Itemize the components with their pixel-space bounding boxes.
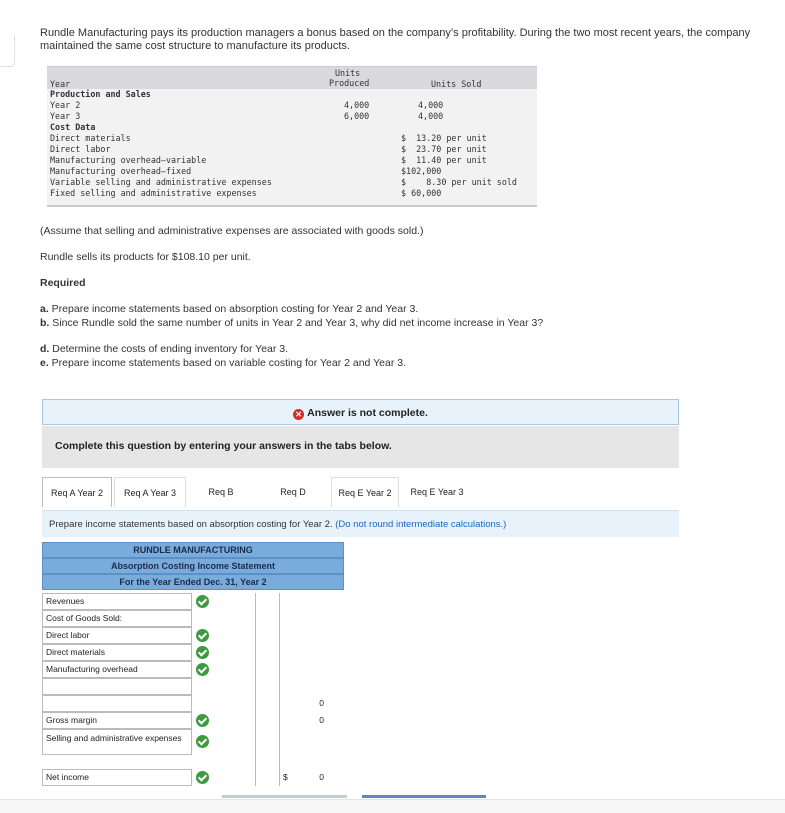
row-gross-margin <box>42 712 344 729</box>
direct-labor-label[interactable]: Direct labor <box>42 627 192 644</box>
direct-labor-check-cell <box>192 627 255 644</box>
net-income-label[interactable]: Net income <box>42 769 192 786</box>
item-text: Since Rundle sold the same number of units in Year 2 and Year 3, why did net income increase in Year 3? <box>49 317 544 329</box>
item-letter: d. <box>40 343 50 355</box>
check-icon <box>196 714 209 727</box>
section-production: Production and Sales <box>50 89 151 99</box>
tab-req-e-year-3[interactable]: Req E Year 3 <box>401 477 473 507</box>
gross-margin-label[interactable]: Gross margin <box>42 712 192 729</box>
bottom-button-prev[interactable] <box>222 795 347 798</box>
row-direct-materials <box>42 644 344 661</box>
blank-total-amount-1[interactable] <box>255 695 279 712</box>
row-manufacturing-overhead <box>42 661 344 678</box>
required-item-e <box>40 357 406 369</box>
section-cost: Cost Data <box>50 122 96 132</box>
cost-label: Manufacturing overhead—fixed <box>50 166 192 176</box>
assume-note: (Assume that selling and administrative expenses are associated with goods sold.) <box>40 225 424 237</box>
net-income-dollar: $ <box>283 772 288 782</box>
problem-intro: Rundle Manufacturing pays its production managers a bonus based on the company’s profitability. During the two most recent years, the company maintained the same cost structure to manufacture its products. <box>40 27 751 52</box>
blank-amount-1[interactable] <box>255 678 279 695</box>
direct-materials-amount-1[interactable] <box>255 644 279 661</box>
answer-status <box>43 407 678 420</box>
cogs-check-cell <box>192 610 255 627</box>
check-icon <box>196 663 209 676</box>
tab-instruction <box>49 519 506 530</box>
status-text: Answer is not complete. <box>307 407 428 419</box>
row-blank-total <box>42 695 344 712</box>
revenues-check-cell <box>192 593 255 610</box>
selling-price-note: Rundle sells its products for $108.10 per unit. <box>40 251 251 263</box>
required-item-d <box>40 343 288 355</box>
sga-amount-1[interactable] <box>255 729 279 755</box>
row-cogs <box>42 610 344 627</box>
direct-labor-amount-1[interactable] <box>255 627 279 644</box>
cost-label: Fixed selling and administrative expenses <box>50 188 257 198</box>
item-letter: a. <box>40 303 49 315</box>
tab-req-e-year-2[interactable]: Req E Year 2 <box>331 477 399 507</box>
net-income-amount-1[interactable] <box>255 769 279 786</box>
revenues-label[interactable]: Revenues <box>42 593 192 610</box>
spacer-amount-1 <box>255 755 279 769</box>
year2-produced: 4,000 <box>344 100 370 110</box>
gross-margin-value[interactable]: 0 <box>279 712 344 729</box>
gross-margin-check-cell <box>192 712 255 729</box>
data-table <box>47 66 537 207</box>
direct-materials-amount-2[interactable] <box>279 644 344 661</box>
check-icon <box>196 646 209 659</box>
cogs-amount-1[interactable] <box>255 610 279 627</box>
cost-value: $ 23.70 per unit <box>401 144 487 154</box>
cost-value: $ 8.30 per unit sold <box>401 177 517 187</box>
data-table-footer <box>47 205 537 207</box>
cost-value: $ 11.40 per unit <box>401 155 487 165</box>
mfg-overhead-amount-2[interactable] <box>279 661 344 678</box>
tab-req-a-year-2[interactable]: Req A Year 2 <box>42 477 112 507</box>
tab-instruction-bar <box>42 510 679 537</box>
direct-materials-label[interactable]: Direct materials <box>42 644 192 661</box>
sga-amount-2[interactable] <box>279 729 344 755</box>
row-direct-labor <box>42 627 344 644</box>
required-item-b <box>40 317 543 329</box>
item-text: Prepare income statements based on absorption costing for Year 2 and Year 3. <box>48 303 419 315</box>
row-net-income <box>42 769 344 786</box>
tab-req-d[interactable]: Req D <box>258 477 328 507</box>
statement-company: RUNDLE MANUFACTURING <box>42 542 344 558</box>
year2-sold: 4,000 <box>418 100 444 110</box>
blank-total-value[interactable]: 0 <box>279 695 344 712</box>
check-icon <box>196 771 209 784</box>
cost-label: Variable selling and administrative expenses <box>50 177 272 187</box>
cost-value: $ 13.20 per unit <box>401 133 487 143</box>
revenues-amount-2[interactable] <box>279 593 344 610</box>
mfg-overhead-check-cell <box>192 661 255 678</box>
tab-req-b[interactable]: Req B <box>188 477 254 507</box>
blank-label-1[interactable] <box>42 678 192 695</box>
bottom-shade <box>0 799 785 813</box>
year3-label: Year 3 <box>50 111 81 121</box>
item-text: Determine the costs of ending inventory for Year 3. <box>49 343 289 355</box>
hdr-units-sold: Units Sold <box>431 79 482 89</box>
cogs-label[interactable]: Cost of Goods Sold: <box>42 610 192 627</box>
year3-produced: 6,000 <box>344 111 370 121</box>
item-text: Prepare income statements based on variable costing for Year 2 and Year 3. <box>48 357 406 369</box>
direct-materials-check-cell <box>192 644 255 661</box>
statement-title: Absorption Costing Income Statement <box>42 558 344 574</box>
row-sga <box>42 729 344 755</box>
year3-sold: 4,000 <box>418 111 444 121</box>
instructions-panel <box>42 426 679 468</box>
mfg-overhead-label[interactable]: Manufacturing overhead <box>42 661 192 678</box>
check-icon <box>196 735 209 748</box>
check-icon <box>196 629 209 642</box>
direct-labor-amount-2[interactable] <box>279 627 344 644</box>
net-income-number: 0 <box>319 772 324 782</box>
row-revenues <box>42 593 344 610</box>
check-icon <box>196 595 209 608</box>
gross-margin-amount-1[interactable] <box>255 712 279 729</box>
complete-message: Complete this question by entering your answers in the tabs below. <box>55 440 392 452</box>
cost-label: Manufacturing overhead—variable <box>50 155 207 165</box>
row-blank-1 <box>42 678 344 695</box>
error-x-icon: ✕ <box>293 409 304 420</box>
item-letter: b. <box>40 317 50 329</box>
blank-label-2[interactable] <box>42 695 192 712</box>
answer-status-bar <box>42 399 679 425</box>
cost-label: Direct labor <box>50 144 111 154</box>
spacer-amount-2 <box>279 755 344 769</box>
tab-req-a-year-3[interactable]: Req A Year 3 <box>114 477 186 507</box>
hdr-year: Year <box>50 79 71 89</box>
cost-label: Direct materials <box>50 133 131 143</box>
cost-value: $ 60,000 <box>401 188 442 198</box>
left-edge-marker <box>0 36 15 67</box>
required-heading: Required <box>40 277 86 289</box>
sga-label[interactable]: Selling and administrative expenses <box>42 729 192 755</box>
instruction-text: Prepare income statements based on absorption costing for Year 2. <box>49 519 336 530</box>
revenues-amount-1[interactable] <box>255 593 279 610</box>
instruction-note: (Do not round intermediate calculations.) <box>335 519 507 530</box>
mfg-overhead-amount-1[interactable] <box>255 661 279 678</box>
net-income-value[interactable] <box>279 769 344 786</box>
sga-check-cell <box>192 733 255 750</box>
blank-amount-2[interactable] <box>279 678 344 695</box>
required-item-a <box>40 303 418 315</box>
bottom-button-next[interactable] <box>362 795 486 798</box>
cogs-amount-2[interactable] <box>279 610 344 627</box>
hdr-units-produced-line1: Units <box>335 68 361 78</box>
net-income-check-cell <box>192 769 255 786</box>
hdr-units-produced-line2: Produced <box>329 78 370 88</box>
year2-label: Year 2 <box>50 100 81 110</box>
statement-period: For the Year Ended Dec. 31, Year 2 <box>42 574 344 590</box>
item-letter: e. <box>40 357 49 369</box>
row-spacer <box>42 755 344 769</box>
cost-value: $102,000 <box>401 166 442 176</box>
